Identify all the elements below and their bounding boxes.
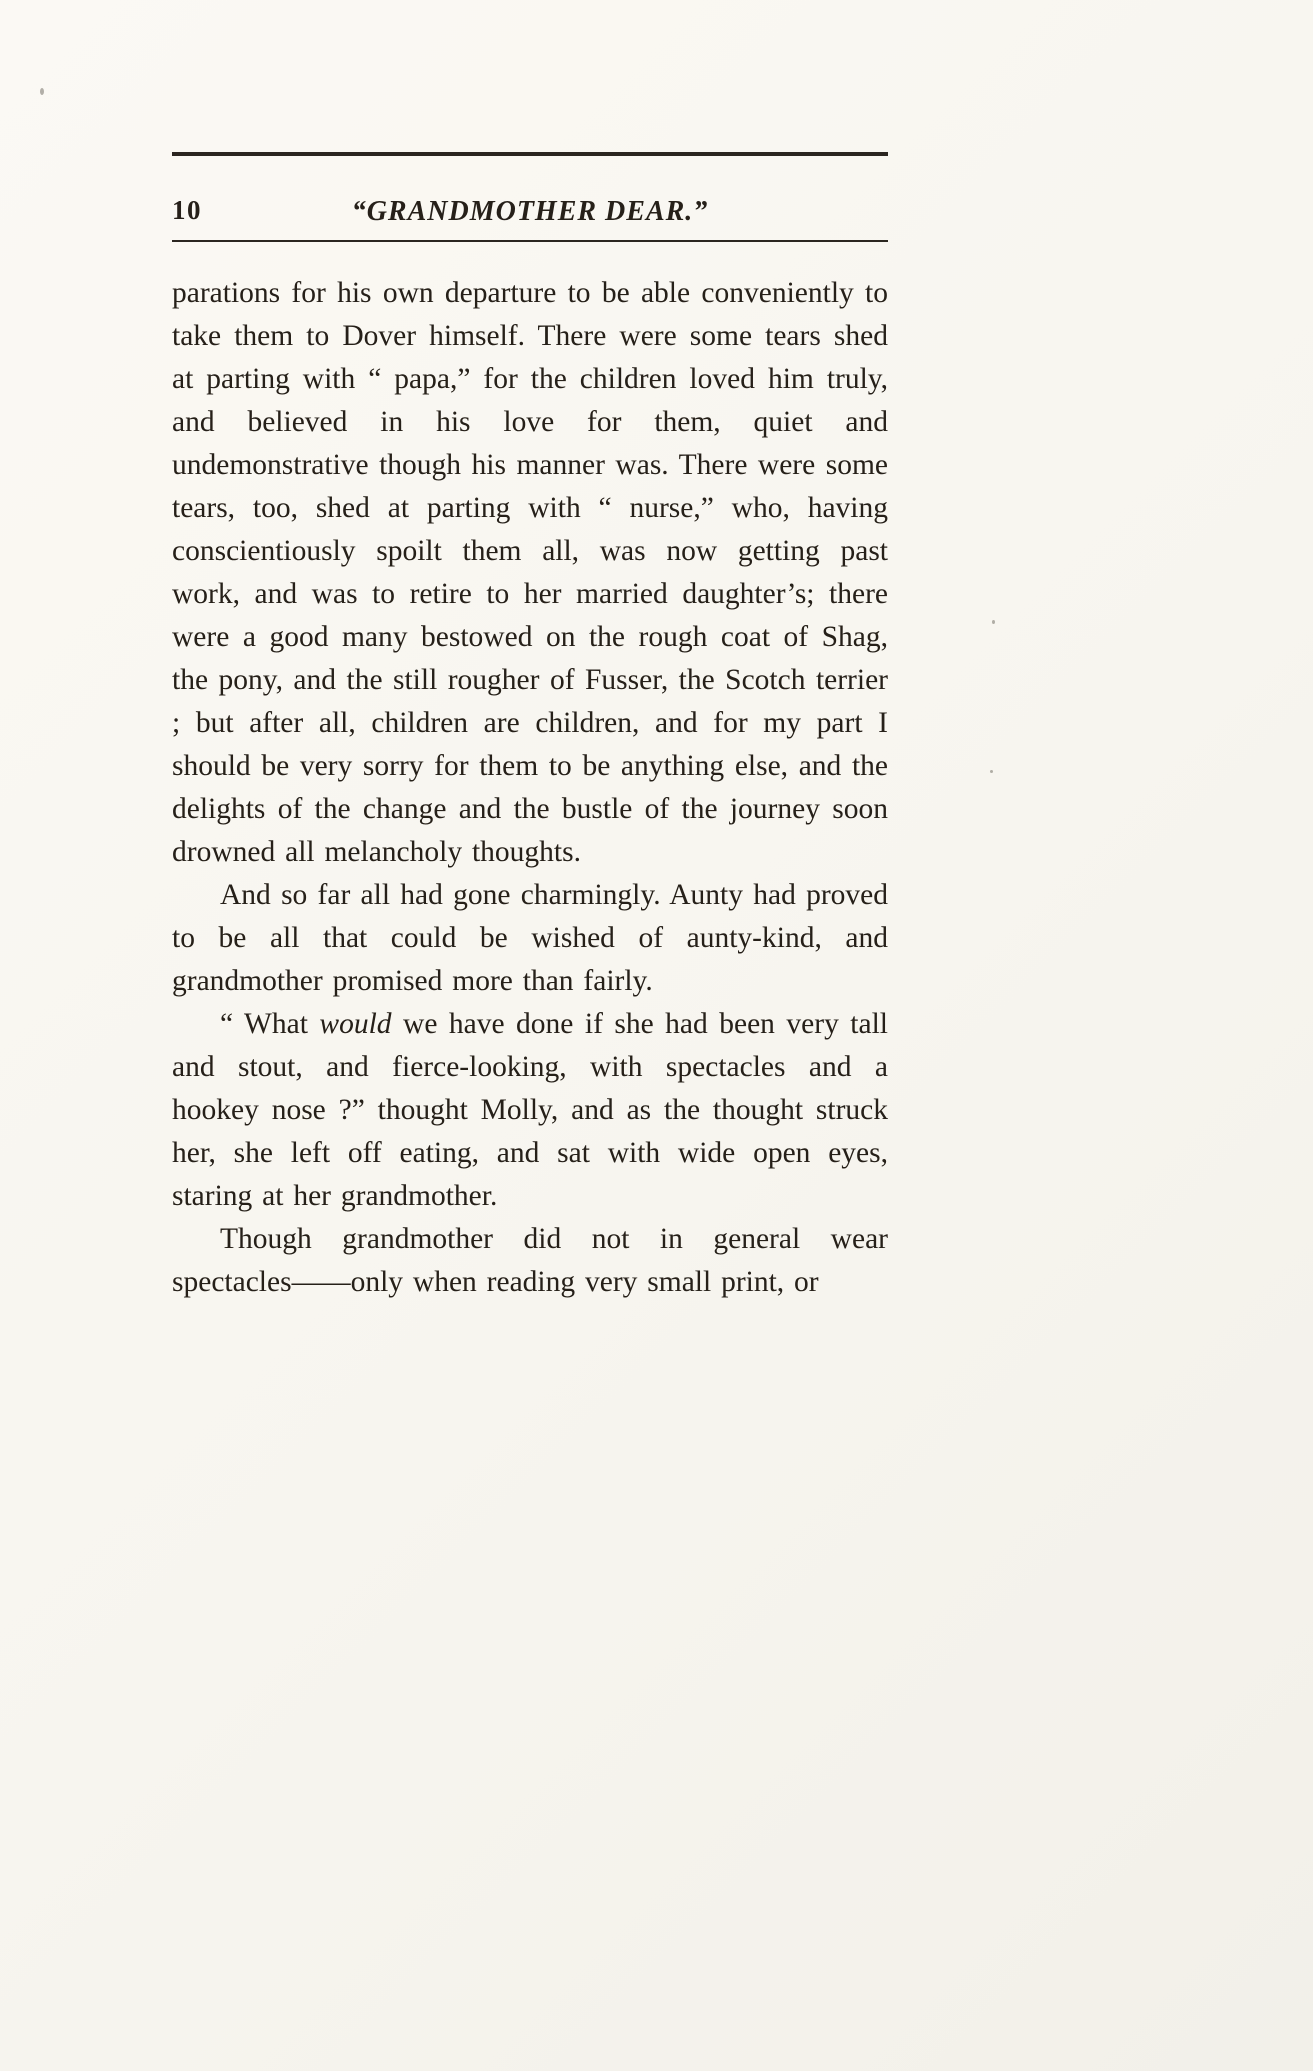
paragraph-text: we have done if she had been very tall and stout, and fierce-looking, with spectacles and a hookey nose ?” thought Molly, and as the thought struck her, she left off eating, and sat with wide open eyes, staring at her grandmother.	[172, 1008, 888, 1212]
running-header	[172, 172, 888, 240]
scan-speck	[992, 620, 995, 624]
paragraph-italic-word: would	[319, 1008, 392, 1040]
text-block	[172, 152, 888, 1304]
running-title: “GRANDMOTHER DEAR.”	[351, 196, 709, 227]
header-bottom-rule	[172, 240, 888, 242]
header-top-rule	[172, 152, 888, 156]
scan-speck	[40, 88, 44, 95]
paragraph-text: “ What	[220, 1008, 320, 1040]
paragraph: Though grandmother did not in general wear spectacles——only when reading very small print, or	[172, 1223, 888, 1298]
scan-speck	[990, 770, 993, 773]
paragraph: And so far all had gone charmingly. Aunty had proved to be all that could be wished of aunty-kind, and grandmother promised more than fairly.	[172, 879, 888, 997]
page-number: 10	[172, 195, 202, 225]
paragraph	[172, 1003, 888, 1218]
body-text	[172, 272, 888, 1304]
paragraph-continuation: parations for his own departure to be able conveniently to take them to Dover himself. There were some tears shed at parting with “ papa,” for the children loved him truly, and believed in his love for them, quiet and undemonstrative though his manner was. There were some tears, too, shed at parting with “ nurse,” who, having conscientiously spoilt them all, was now getting past work, and was to retire to her married daughter’s; there were a good many bestowed on the rough coat of Shag, the pony, and the still rougher of Fusser, the Scotch terrier ; but after all, children are children, and for my part I should be very sorry for them to be anything else, and the delights of the change and the bustle of the journey soon drowned all melancholy thoughts.	[172, 277, 888, 868]
